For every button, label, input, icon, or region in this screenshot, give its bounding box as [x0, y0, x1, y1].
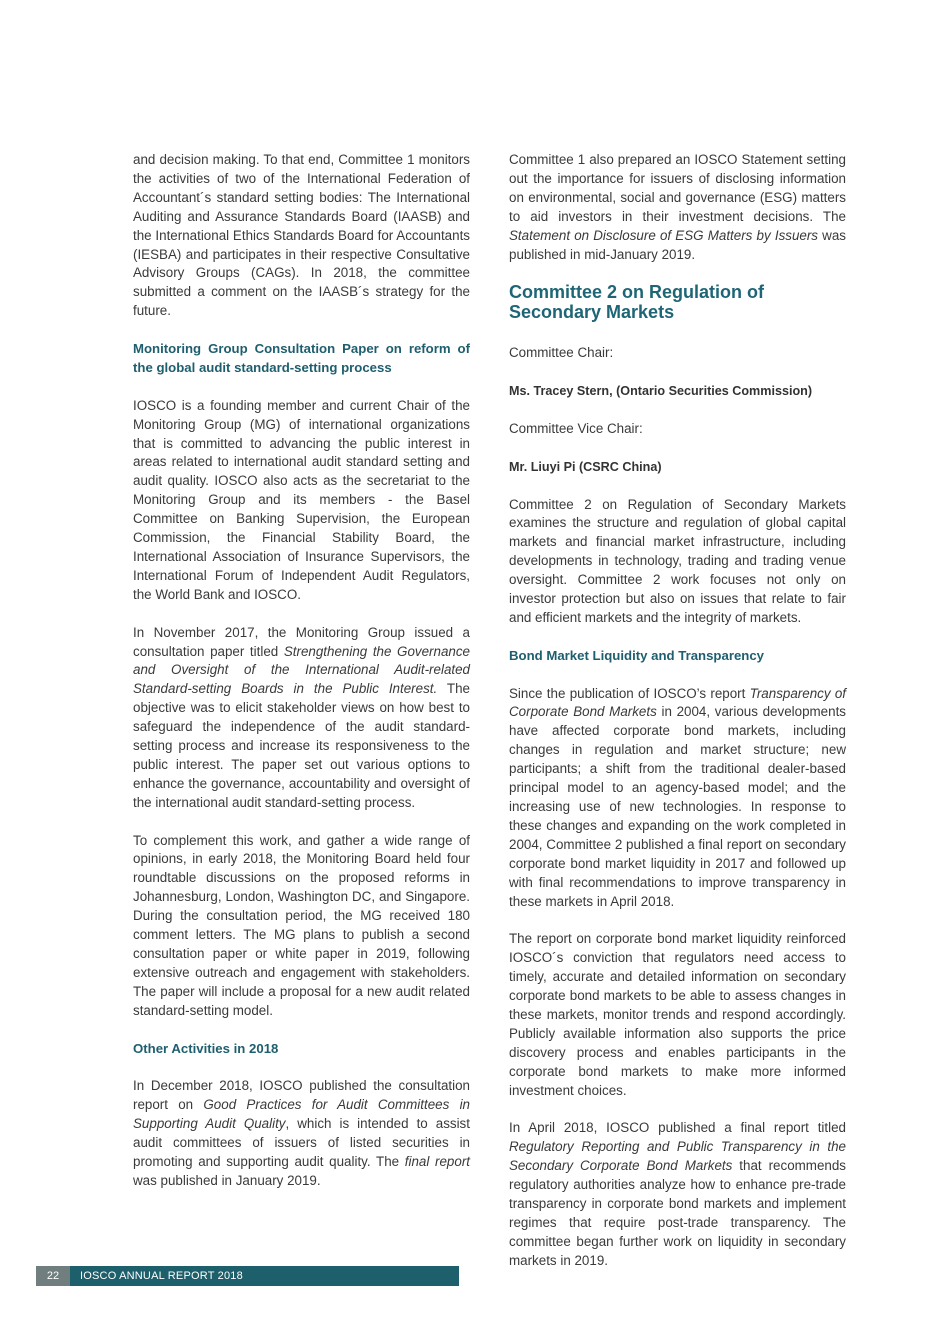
italic-title: Strengthening the Governance and Oversight of the International Audit-related Standard-setting Boards in the Public Interest.: [133, 643, 470, 697]
text: in 2004, various developments have affected corporate bond markets, including changes in regulation and market structure; new participants; a shift from the traditional dealer-based principal model to an agency-based model; and the increasing use of new technologies. In response to these changes and expanding on the work completed in 2004, Committee 2 published a final report on secondary corporate bond market liquidity in 2017 and followed up with final recommendations to improve transparency in these markets in April 2018.: [509, 704, 846, 909]
paragraph: To complement this work, and gather a wide range of opinions, in early 2018, the Monitoring Board held four roundtable discussions on the proposed reforms in Johannesburg, London, Washington DC, and Singapore. During the consultation period, the MG received 180 comment letters. The MG plans to publish a second consultation paper or white paper in 2019, following extensive outreach and engagement with stakeholders. The paper will include a proposal for a new audit related standard-setting model.: [133, 832, 470, 1018]
chair-name: Ms. Tracey Stern, (Ontario Securities Commission): [509, 384, 813, 399]
paragraph: and decision making. To that end, Committee 1 monitors the activities of two of the International Federation of Accountant´s standard setting bodies: The International Auditing and Assurance Standards Board (IAASB) and the International Ethics Standards Board for Accountants (IESBA) and participates in their respective Consultative Advisory Groups (CAGs). In 2018, the committee submitted a comment on the IAASB´s strategy for the future.: [133, 152, 470, 319]
subheading-monitoring-group: Monitoring Group Consultation Paper on reform of the global audit standard-setting process: [133, 341, 470, 375]
subheading-bond-market: Bond Market Liquidity and Transparency: [509, 647, 765, 663]
section-title: Committee 2 on Regulation of Secondary Markets: [509, 282, 765, 322]
vice-chair-name: Mr. Liuyi Pi (CSRC China): [509, 459, 662, 474]
text: was published in January 2019.: [133, 1172, 321, 1188]
right-column: [509, 151, 846, 1290]
footer-title: IOSCO ANNUAL REPORT 2018: [80, 1270, 243, 1282]
vice-chair-label: Committee Vice Chair:: [509, 420, 643, 436]
paragraph: [509, 151, 846, 264]
text: that recommends regulatory authorities analyze how to enhance pre-trade transparency in corporate bond markets and implement regimes that require post-trade transparency. The committee began further work on liquidity in secondary markets in 2019.: [509, 1158, 846, 1268]
italic-title: Transparency of Corporate Bond Markets: [509, 685, 846, 720]
italic-title: Regulatory Reporting and Public Transparency in the Secondary Corporate Bond Markets: [509, 1139, 846, 1174]
paragraph: [133, 624, 470, 813]
paragraph: The report on corporate bond market liquidity reinforced IOSCO´s conviction that regulators need access to timely, accurate and detailed information on secondary corporate bond markets to be able to assess changes in these markets, monitor trends and respond accordingly. Publicly available information also supports the price discovery process and enables participants in the corporate bond markets to make more informed investment choices.: [509, 931, 846, 1098]
italic-title: Good Practices for Audit Committees in Supporting Audit Quality: [133, 1097, 470, 1132]
italic-title: Statement on Disclosure of ESG Matters by Issuers: [509, 227, 819, 243]
text: The objective was to elicit stakeholder views on how best to safeguard the independence of the audit standard-setting process and increase its responsiveness to the public interest. The paper set out various options to enhance the governance, accountability and oversight of the international audit standard-setting process.: [133, 681, 470, 810]
text: was published in mid-January 2019.: [509, 227, 846, 262]
text: Since the publication of IOSCO’s report: [509, 685, 750, 701]
chair-label: Committee Chair:: [509, 345, 614, 361]
paragraph: [509, 1119, 846, 1270]
left-column: [133, 151, 470, 1210]
italic-title: final report: [404, 1153, 471, 1169]
paragraph: [133, 1077, 470, 1190]
text: In November 2017, the Monitoring Group issued a consultation paper titled: [133, 624, 470, 659]
text: Committee 1 also prepared an IOSCO Statement setting out the importance for issuers of disclosing information on environmental, social and governance (ESG) matters to aid investors in their investment decisions. The: [509, 152, 846, 224]
paragraph: IOSCO is a founding member and current Chair of the Monitoring Group (MG) of international organizations that is committed to advancing the public interest in areas related to international audit standard setting and audit quality. IOSCO also acts as the secretariat to the Monitoring Group and its members - the Basel Committee on Banking Supervision, the European Commission, the Financial Stability Board, the International Association of Insurance Supervisors, the International Forum of Independent Audit Regulators, the World Bank and IOSCO.: [133, 397, 470, 602]
page-footer: [36, 1266, 459, 1286]
page-number: 22: [36, 1266, 70, 1286]
subheading-other-activities: Other Activities in 2018: [133, 1040, 279, 1056]
text: In April 2018, IOSCO published a final report titled: [509, 1120, 846, 1136]
paragraph: [509, 685, 846, 912]
paragraph: Committee 2 on Regulation of Secondary Markets examines the structure and regulation of global capital markets and financial market infrastructure, including developments in technology, trading and trading venue oversight. Committee 2 work focuses not only on investor protection but also on issues that relate to fair and efficient markets and the integrity of markets.: [509, 496, 846, 625]
text: , which is intended to assist audit committees of issuers of listed securities in promoting and supporting audit quality. The: [133, 1116, 470, 1169]
text: In December 2018, IOSCO published the consultation report on: [133, 1078, 470, 1113]
